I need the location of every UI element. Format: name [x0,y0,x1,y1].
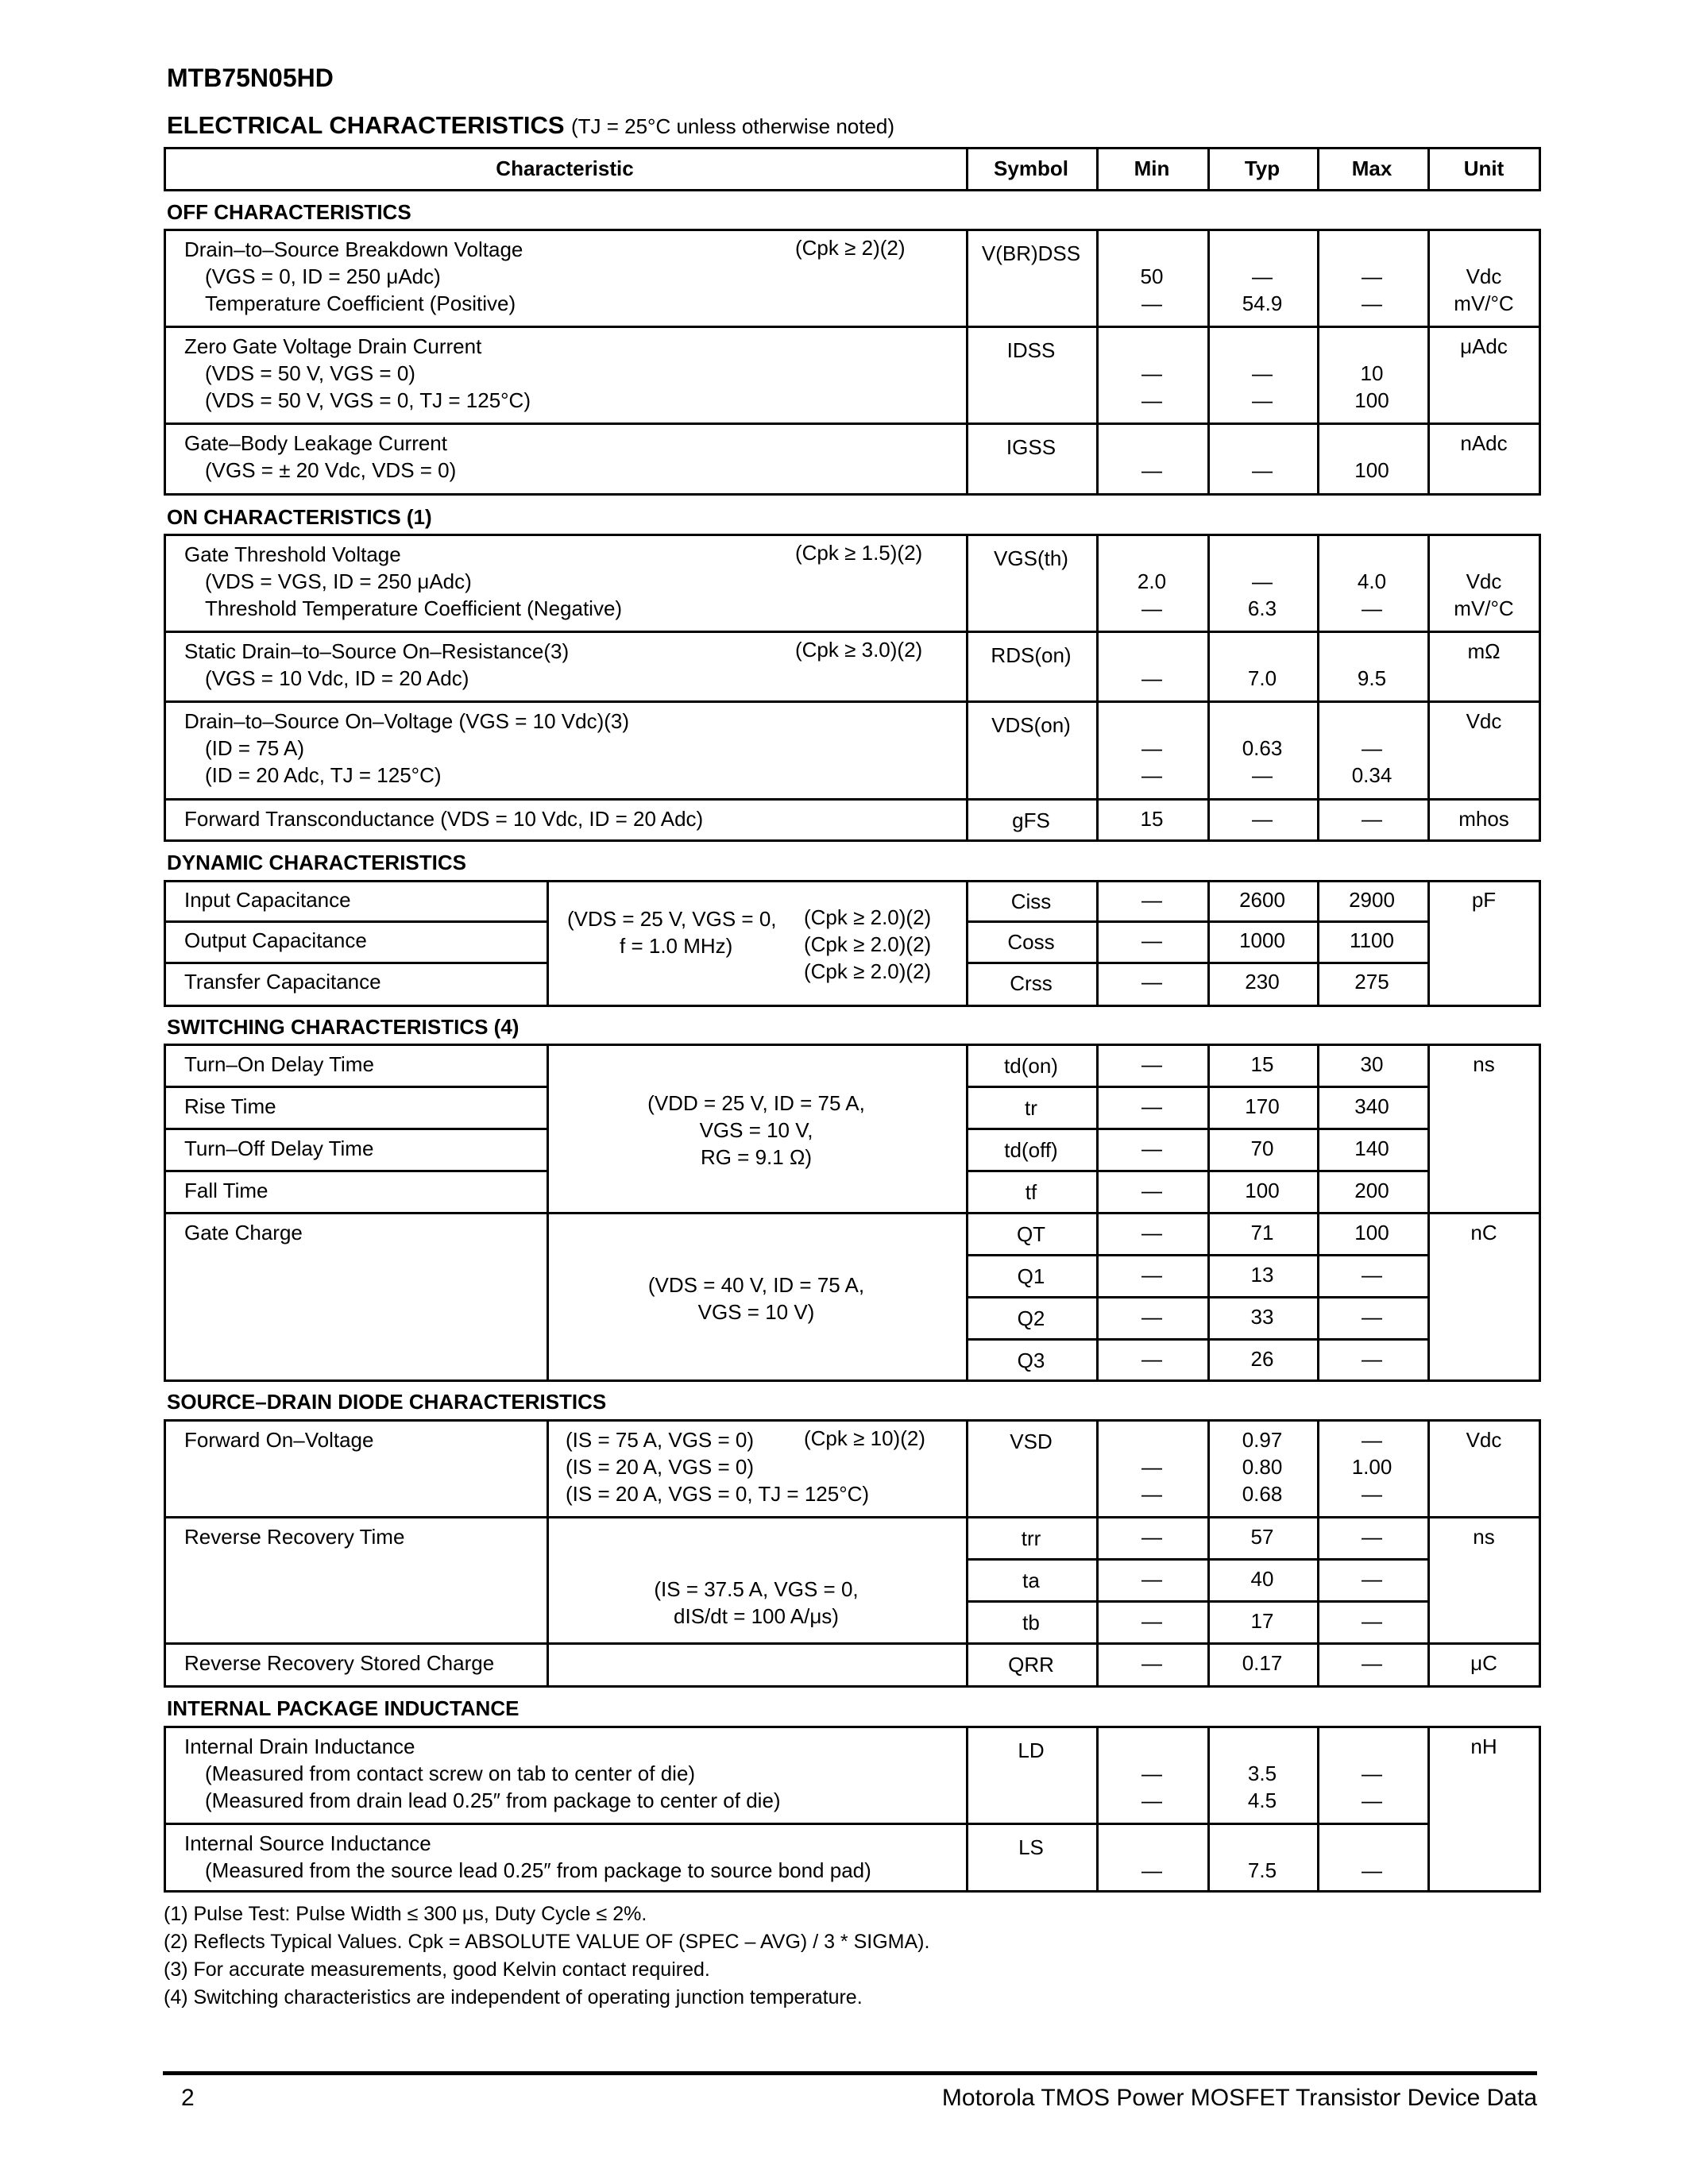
sw-symbol: td(off) [1004,1138,1058,1162]
gc-max: — [1362,1305,1382,1329]
idss-typ: — [1252,361,1273,385]
ls-cond: (Measured from the source lead 0.25″ from package to source bond pad) [205,1858,871,1882]
sw-row-name: Rise Time [184,1094,276,1118]
idss-max: 10 [1360,361,1384,385]
vdson-symbol: VDS(on) [991,713,1071,737]
bvdss-max2: — [1362,291,1382,315]
dyn-symbol: Ciss [1010,889,1052,913]
header-unit: Unit [1463,156,1505,180]
dyn-symbol: Coss [1007,930,1055,954]
trr-name: Reverse Recovery Time [184,1525,405,1549]
igss-symbol: IGSS [1006,435,1056,459]
ld-max: — [1362,1761,1382,1785]
footnote-1: (1) Pulse Test: Pulse Width ≤ 300 μs, Duty Cycle ≤ 2%. [164,1903,647,1925]
rdson-cpk: (Cpk ≥ 3.0)(2) [795,638,923,662]
sw-max: 200 [1354,1179,1389,1202]
dyn-unit: pF [1471,888,1497,912]
idss-name: Zero Gate Voltage Drain Current [184,334,482,358]
idss-typ2: — [1252,388,1273,412]
rdson-min: — [1141,666,1162,690]
bvdss-name: Drain–to–Source Breakdown Voltage [184,237,523,261]
gfs-symbol: gFS [1012,808,1050,832]
igss-min: — [1141,458,1162,482]
ld-symbol: LD [1018,1738,1045,1762]
section-inductance: INTERNAL PACKAGE INDUCTANCE [167,1696,520,1720]
gc-symbol: Q2 [1017,1306,1045,1330]
ld-typ: 3.5 [1247,1761,1277,1785]
qrr-max: — [1362,1651,1382,1675]
igss-max: 100 [1354,458,1389,482]
vgsth-typ: — [1252,569,1273,593]
igss-unit: nAdc [1460,431,1508,455]
bvdss-cpk: (Cpk ≥ 2)(2) [795,236,906,260]
gc-typ: 13 [1250,1263,1274,1287]
vdson-typ: 0.63 [1242,736,1283,760]
trr-typ: 17 [1250,1609,1274,1633]
vgsth-max2: — [1362,596,1382,620]
dyn-min: — [1141,970,1162,994]
sw-typ: 170 [1245,1094,1280,1118]
qrr-min: — [1141,1651,1162,1675]
trr-cond: dIS/dt = 100 A/μs) [674,1604,839,1628]
section-source-drain: SOURCE–DRAIN DIODE CHARACTERISTICS [167,1390,607,1414]
header-min: Min [1134,156,1170,180]
idss-symbol: IDSS [1006,338,1056,362]
section-on: ON CHARACTERISTICS (1) [167,505,432,529]
sw-row-name: Fall Time [184,1179,268,1202]
gc-symbol: QT [1016,1222,1046,1246]
gc-typ: 26 [1250,1347,1274,1371]
bvdss-unit: Vdc [1466,264,1502,288]
inductance-unit: nH [1470,1734,1497,1758]
igss-name: Gate–Body Leakage Current [184,431,447,455]
bvdss-min: 50 [1140,264,1164,288]
rdson-unit: mΩ [1467,639,1501,663]
dyn-min: — [1141,928,1162,952]
idss-max2: 100 [1354,388,1389,412]
trr-cond: (IS = 37.5 A, VGS = 0, [654,1577,859,1601]
vsd-min: — [1141,1455,1162,1479]
sw-typ: 15 [1250,1052,1274,1076]
vsd-cpk: (Cpk ≥ 10)(2) [804,1426,925,1450]
gc-cond: (VDS = 40 V, ID = 75 A, [647,1273,865,1297]
dyn-row-name: Transfer Capacitance [184,970,381,994]
header-typ: Typ [1244,156,1280,180]
gc-typ: 33 [1250,1305,1274,1329]
vgsth-unit: Vdc [1466,569,1502,593]
sw-row-name: Turn–Off Delay Time [184,1136,374,1160]
gc-typ: 71 [1250,1221,1274,1244]
vdson-max: — [1362,736,1382,760]
trr-min: — [1141,1609,1162,1633]
gfs-typ: — [1252,807,1273,831]
rdson-name: Static Drain–to–Source On–Resistance(3) [184,639,570,663]
vsd-min: — [1141,1482,1162,1506]
vgsth-min: 2.0 [1137,569,1167,593]
ld-cond: (Measured from drain lead 0.25″ from package to center of die) [205,1788,781,1812]
bvdss-typ2: 54.9 [1242,291,1283,315]
sw-symbol: tf [1025,1180,1037,1204]
vdson-typ2: — [1252,763,1273,787]
ls-symbol: LS [1018,1835,1044,1859]
bvdss-symbol: V(BR)DSS [981,241,1081,265]
footnote-2: (2) Reflects Typical Values. Cpk = ABSOLUTE VALUE OF (SPEC – AVG) / 3 * SIGMA). [164,1931,930,1953]
gfs-max: — [1362,807,1382,831]
ld-min: — [1141,1761,1162,1785]
ld-typ: 4.5 [1247,1788,1277,1812]
trr-typ: 40 [1250,1567,1274,1591]
rdson-symbol: RDS(on) [991,643,1072,667]
vgsth-tempco: Threshold Temperature Coefficient (Negative) [205,596,623,620]
bvdss-typ: — [1252,264,1273,288]
vdson-cond1: (ID = 75 A) [205,736,304,760]
header-characteristic: Characteristic [496,156,634,180]
dyn-row-name: Output Capacitance [184,928,367,952]
sw-min: — [1141,1052,1162,1076]
sw-symbol: tr [1025,1096,1037,1120]
vsd-cond: (IS = 20 A, VGS = 0, TJ = 125°C) [566,1482,870,1506]
vgsth-typ2: 6.3 [1247,596,1277,620]
gc-min: — [1141,1221,1162,1244]
vdson-name: Drain–to–Source On–Voltage (VGS = 10 Vdc)(3) [184,709,630,733]
rdson-cond: (VGS = 10 Vdc, ID = 20 Adc) [205,666,469,690]
header-symbol: Symbol [994,156,1068,180]
dyn-typ: 2600 [1239,888,1285,912]
trr-symbol: ta [1022,1569,1040,1592]
sw-typ: 100 [1245,1179,1280,1202]
dyn-max: 1100 [1350,928,1394,952]
qrr-unit: μC [1470,1651,1497,1675]
dyn-typ: 1000 [1239,928,1285,952]
dyn-min: — [1141,888,1162,912]
section-off: OFF CHARACTERISTICS [167,200,411,224]
ld-min: — [1141,1788,1162,1812]
vdson-cond2: (ID = 20 Adc, TJ = 125°C) [205,763,442,787]
gate-charge-name: Gate Charge [184,1221,303,1244]
vdson-max2: 0.34 [1351,763,1393,787]
vsd-typ: 0.80 [1242,1455,1283,1479]
vsd-typ: 0.97 [1242,1428,1283,1452]
idss-min: — [1141,361,1162,385]
trr-max: — [1362,1609,1382,1633]
dyn-cpk: (Cpk ≥ 2.0)(2) [804,959,932,983]
vdson-unit: Vdc [1466,709,1502,733]
header-max: Max [1351,156,1393,180]
rdson-typ: 7.0 [1247,666,1277,690]
ls-typ: 7.5 [1247,1858,1277,1882]
qrr-name: Reverse Recovery Stored Charge [184,1651,495,1675]
dyn-cpk: (Cpk ≥ 2.0)(2) [804,905,932,929]
vsd-typ: 0.68 [1242,1482,1283,1506]
gc-symbol: Q3 [1017,1349,1045,1372]
igss-typ: — [1252,458,1273,482]
bvdss-tempco: Temperature Coefficient (Positive) [205,291,516,315]
sw-min: — [1141,1094,1162,1118]
idss-unit: μAdc [1460,334,1508,358]
vsd-symbol: VSD [1010,1430,1053,1453]
idss-min2: — [1141,388,1162,412]
gc-max: — [1362,1347,1382,1371]
vgsth-max: 4.0 [1357,569,1387,593]
vsd-unit: Vdc [1466,1428,1502,1452]
ls-max: — [1362,1858,1382,1882]
dyn-cond: f = 1.0 MHz) [620,934,733,958]
sw-max: 340 [1354,1094,1389,1118]
section-dynamic: DYNAMIC CHARACTERISTICS [167,851,466,874]
bvdss-cond: (VGS = 0, ID = 250 μAdc) [205,264,441,288]
footnote-4: (4) Switching characteristics are independent of operating junction temperature. [164,1986,863,2008]
idss-cond1: (VDS = 50 V, VGS = 0) [205,361,415,385]
gc-min: — [1141,1347,1162,1371]
sw-typ: 70 [1250,1136,1274,1160]
gc-min: — [1141,1263,1162,1287]
gc-max: 100 [1354,1221,1389,1244]
trr-max: — [1362,1567,1382,1591]
ls-name: Internal Source Inductance [184,1831,431,1855]
trr-min: — [1141,1567,1162,1591]
sw-symbol: td(on) [1004,1054,1058,1078]
dyn-cpk: (Cpk ≥ 2.0)(2) [804,932,932,956]
trr-max: — [1362,1525,1382,1549]
section-switching: SWITCHING CHARACTERISTICS (4) [167,1015,520,1039]
bvdss-max: — [1362,264,1382,288]
sw-min: — [1141,1136,1162,1160]
table-header [164,147,1541,191]
vgsth-symbol: VGS(th) [994,546,1068,570]
trr-typ: 57 [1250,1525,1274,1549]
qrr-typ: 0.17 [1242,1651,1283,1675]
qrr-symbol: QRR [1008,1653,1054,1677]
vgsth-name: Gate Threshold Voltage [184,542,401,566]
source-drain-table [164,1419,1541,1688]
dyn-row-name: Input Capacitance [184,888,351,912]
vdson-min: — [1141,736,1162,760]
ld-max: — [1362,1788,1382,1812]
rdson-max: 9.5 [1357,666,1387,690]
footnote-3: (3) For accurate measurements, good Kelvin contact required. [164,1958,710,1981]
vsd-name: Forward On–Voltage [184,1428,374,1452]
trr-symbol: trr [1021,1526,1041,1550]
idss-cond2: (VDS = 50 V, VGS = 0, TJ = 125°C) [205,388,531,412]
vsd-max: 1.00 [1351,1455,1393,1479]
bvdss-unit2: mV/°C [1454,291,1514,315]
dyn-max: 2900 [1349,888,1395,912]
test-condition: (TJ = 25°C unless otherwise noted) [570,114,895,138]
dyn-max: 275 [1354,970,1389,994]
vsd-max: — [1362,1428,1382,1452]
gfs-unit: mhos [1458,807,1509,831]
gc-cond: VGS = 10 V) [697,1300,815,1324]
part-number: MTB75N05HD [167,64,334,92]
vgsth-min2: — [1141,596,1162,620]
sw-cond: RG = 9.1 Ω) [700,1145,813,1169]
vgsth-cond: (VDS = VGS, ID = 250 μAdc) [205,569,472,593]
gc-max: — [1362,1263,1382,1287]
trr-unit: ns [1473,1525,1495,1549]
vsd-cond: (IS = 75 A, VGS = 0) [566,1428,755,1452]
trr-symbol: tb [1022,1611,1040,1634]
vsd-max: — [1362,1482,1382,1506]
trr-min: — [1141,1525,1162,1549]
sw-cond: VGS = 10 V, [699,1118,813,1142]
dyn-cond: (VDS = 25 V, VGS = 0, [567,907,777,931]
gfs-name: Forward Transconductance (VDS = 10 Vdc, ID = 20 Adc) [184,807,704,831]
sw-row-name: Turn–On Delay Time [184,1052,374,1076]
sw-max: 140 [1354,1136,1389,1160]
ld-name: Internal Drain Inductance [184,1734,415,1758]
bvdss-min2: — [1141,291,1162,315]
vsd-cond: (IS = 20 A, VGS = 0) [566,1455,755,1479]
vdson-min2: — [1141,763,1162,787]
sw-unit: ns [1473,1052,1495,1076]
vgsth-unit2: mV/°C [1454,596,1514,620]
gfs-min: 15 [1140,807,1164,831]
footer-publisher: Motorola TMOS Power MOSFET Transistor Device Data [941,2085,1537,2111]
sw-cond: (VDD = 25 V, ID = 75 A, [647,1091,865,1115]
ls-min: — [1141,1858,1162,1882]
gc-symbol: Q1 [1017,1264,1045,1288]
vgsth-cpk: (Cpk ≥ 1.5)(2) [795,541,923,565]
sw-max: 30 [1360,1052,1384,1076]
footer-rule [163,2071,1537,2075]
ld-cond: (Measured from contact screw on tab to center of die) [205,1761,696,1785]
section-title: ELECTRICAL CHARACTERISTICS (TJ = 25°C unless otherwise noted) [167,111,895,139]
page-number: 2 [181,2085,195,2111]
igss-cond: (VGS = ± 20 Vdc, VDS = 0) [205,458,457,482]
dyn-symbol: Crss [1010,971,1053,995]
gc-unit: nC [1470,1221,1497,1244]
dyn-typ: 230 [1245,970,1280,994]
gc-min: — [1141,1305,1162,1329]
sw-min: — [1141,1179,1162,1202]
